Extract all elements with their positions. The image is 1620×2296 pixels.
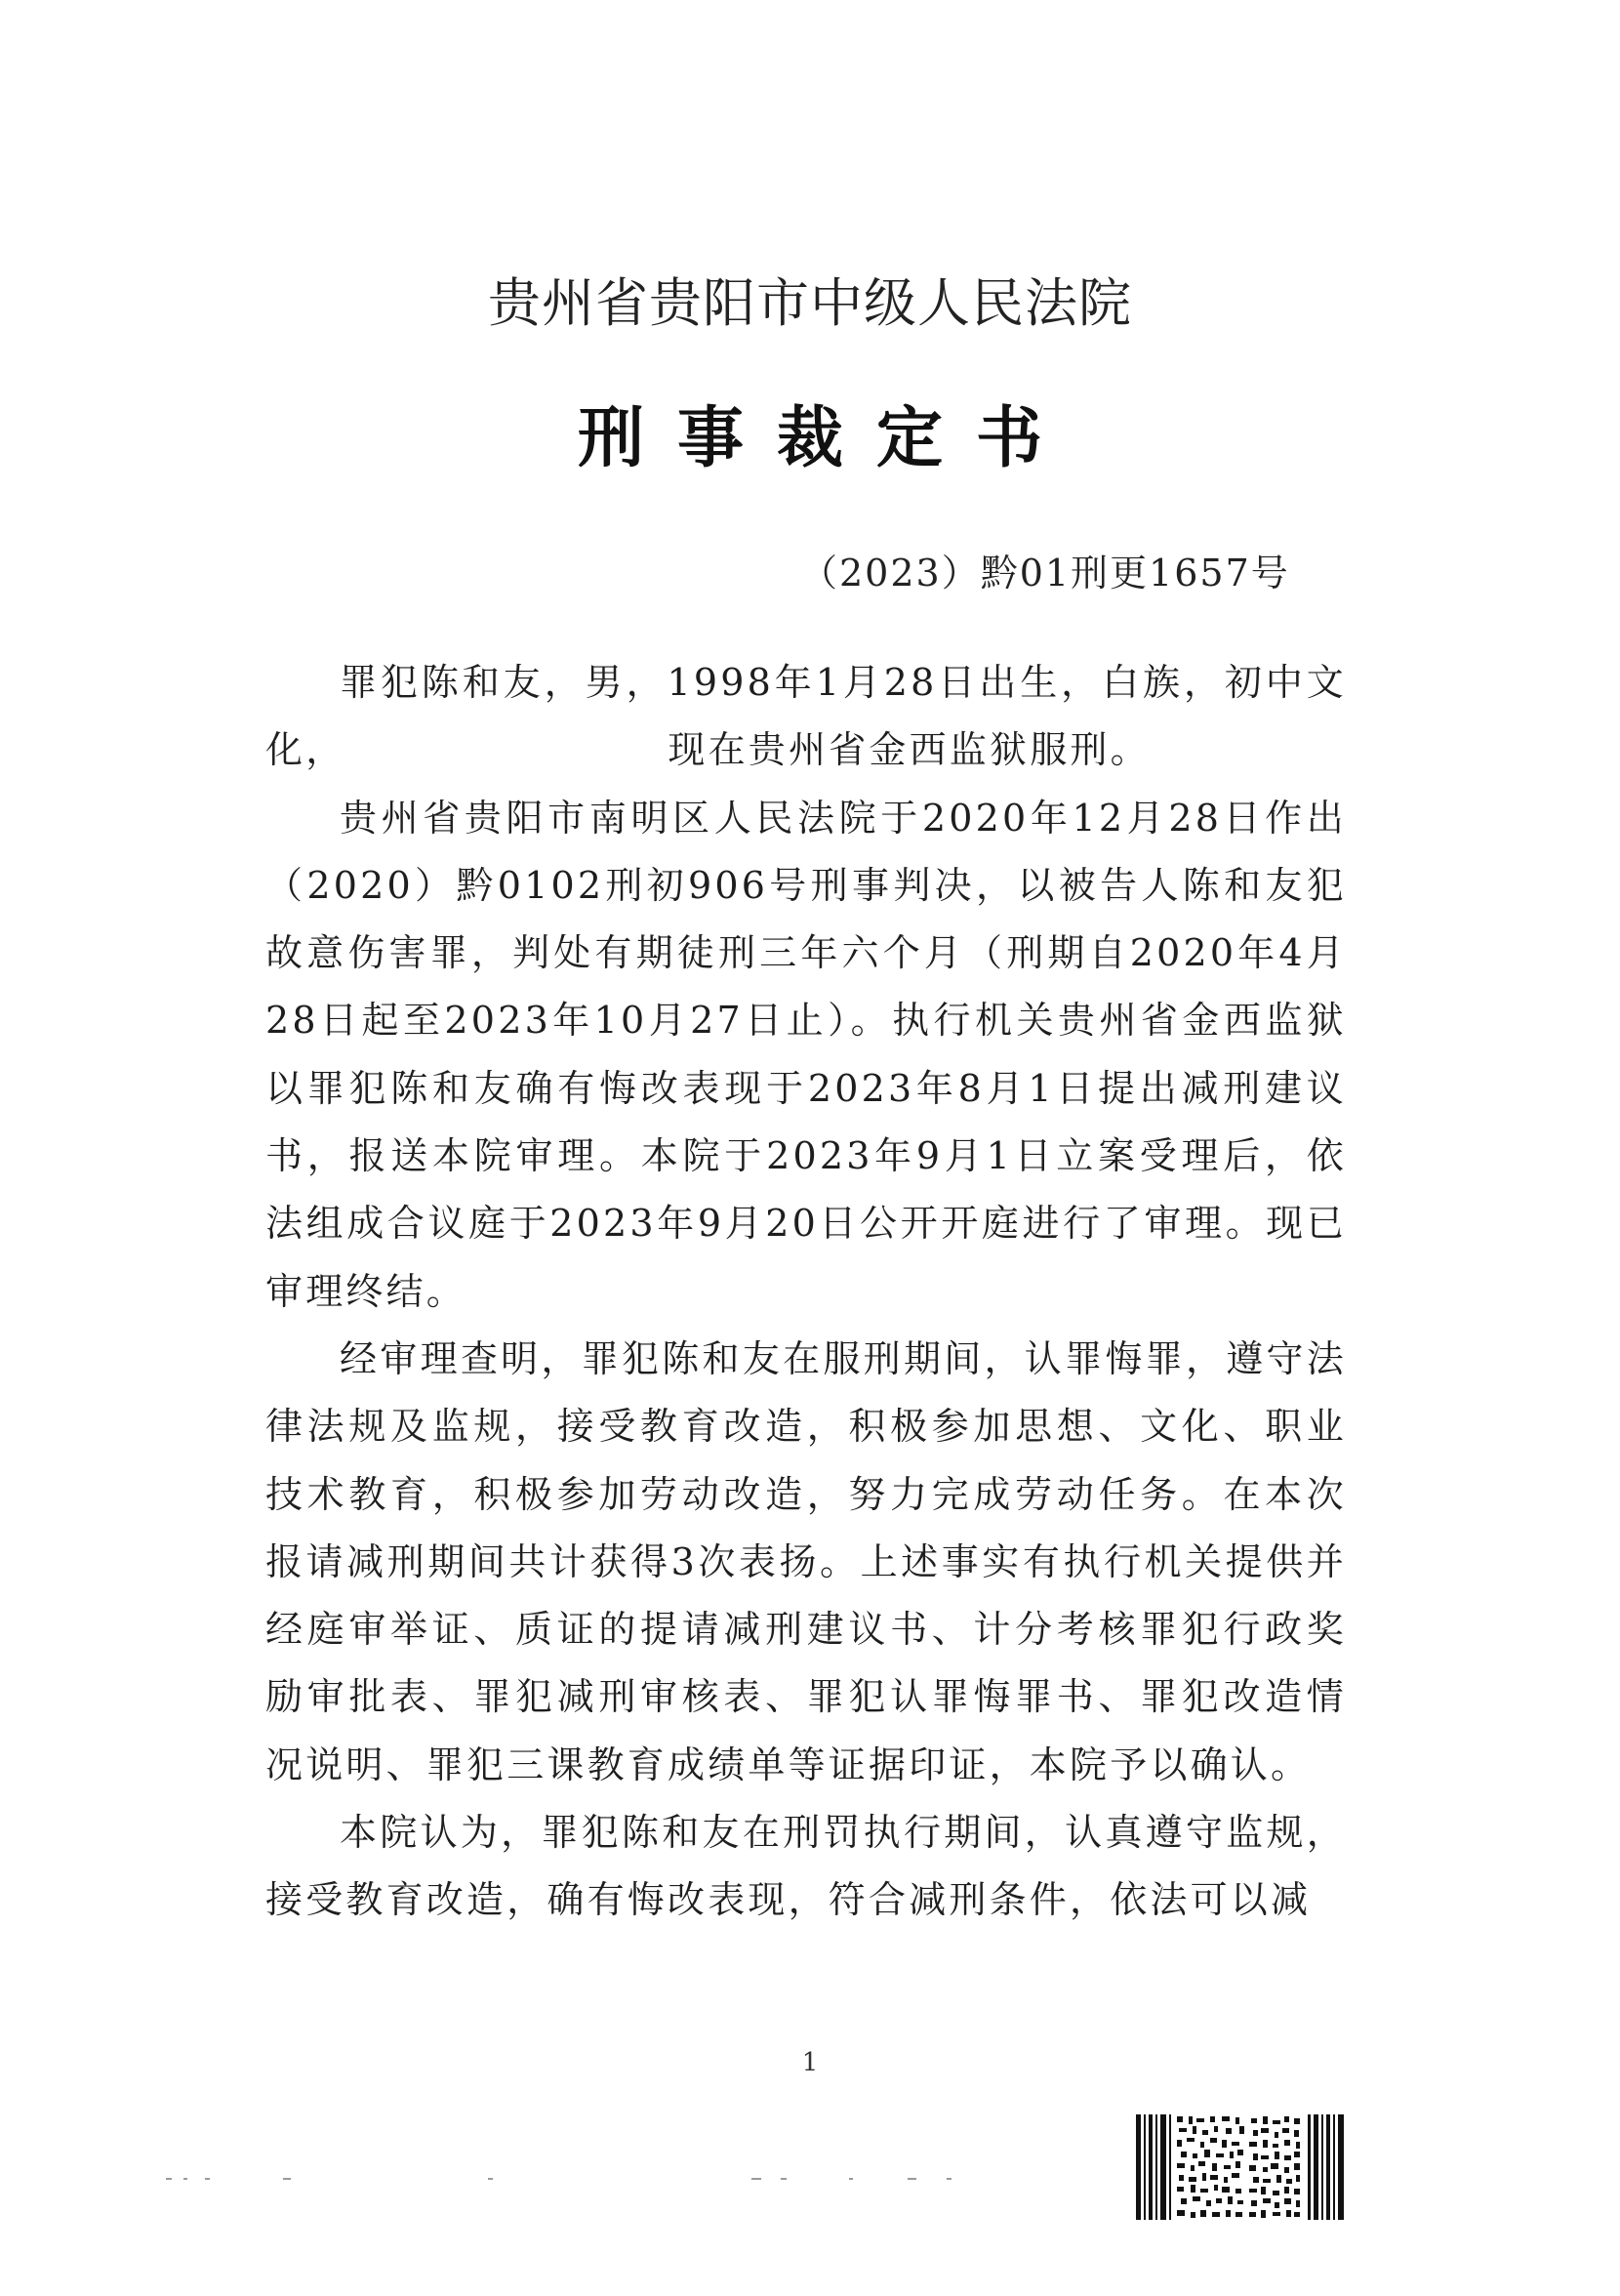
- criminal-info-text: 罪犯陈和友，男，1998年1月28日出生，白族，初中文化，: [265, 661, 1347, 772]
- case-number: （2023）黔01刑更1657号: [800, 552, 1290, 594]
- scan-artifact: [166, 2175, 1093, 2183]
- criminal-location-text: 现在贵州省金西监狱服刑。: [668, 728, 1151, 772]
- document-type-title: 刑事裁定书: [577, 399, 1075, 477]
- paragraph-original-judgment: 贵州省贵阳市南明区人民法院于2020年12月28日作出（2020）黔0102刑初906号刑事判决，以被告人陈和友犯故意伤害罪，判处有期徒刑三年六个月（刑期自2020年4月28日起至2023年10月27日止）。执行机关贵州省金西监狱以罪犯陈和友确有悔改表现于2023年8月1日提出减刑建议书，报送本院审理。本院于2023年9月1日立案受理后，依法组成合议庭于2023年9月20日公开开庭进行了审理。现已审理终结。: [265, 796, 1347, 1313]
- page-number: 1: [801, 2048, 819, 2077]
- barcode-icon: [1134, 2114, 1349, 2220]
- redacted-region: [345, 739, 668, 768]
- paragraph-criminal-info: [265, 649, 1347, 785]
- document-body: [265, 649, 1347, 1935]
- paragraph-findings: 经审理查明，罪犯陈和友在服刑期间，认罪悔罪，遵守法律法规及监规，接受教育改造，积极参加思想、文化、职业技术教育，积极参加劳动改造，努力完成劳动任务。在本次报请减刑期间共计获得3次表扬。上述事实有执行机关提供并经庭审举证、质证的提请减刑建议书、计分考核罪犯行政奖励审批表、罪犯减刑审核表、罪犯认罪悔罪书、罪犯改造情况说明、罪犯三课教育成绩单等证据印证，本院予以确认。: [265, 1336, 1347, 1786]
- court-name: 贵州省贵阳市中级人民法院: [488, 272, 1132, 334]
- paragraph-court-opinion: 本院认为，罪犯陈和友在刑罚执行期间，认真遵守监规，接受教育改造，确有悔改表现，符合减刑条件，依法可以减: [265, 1811, 1347, 1922]
